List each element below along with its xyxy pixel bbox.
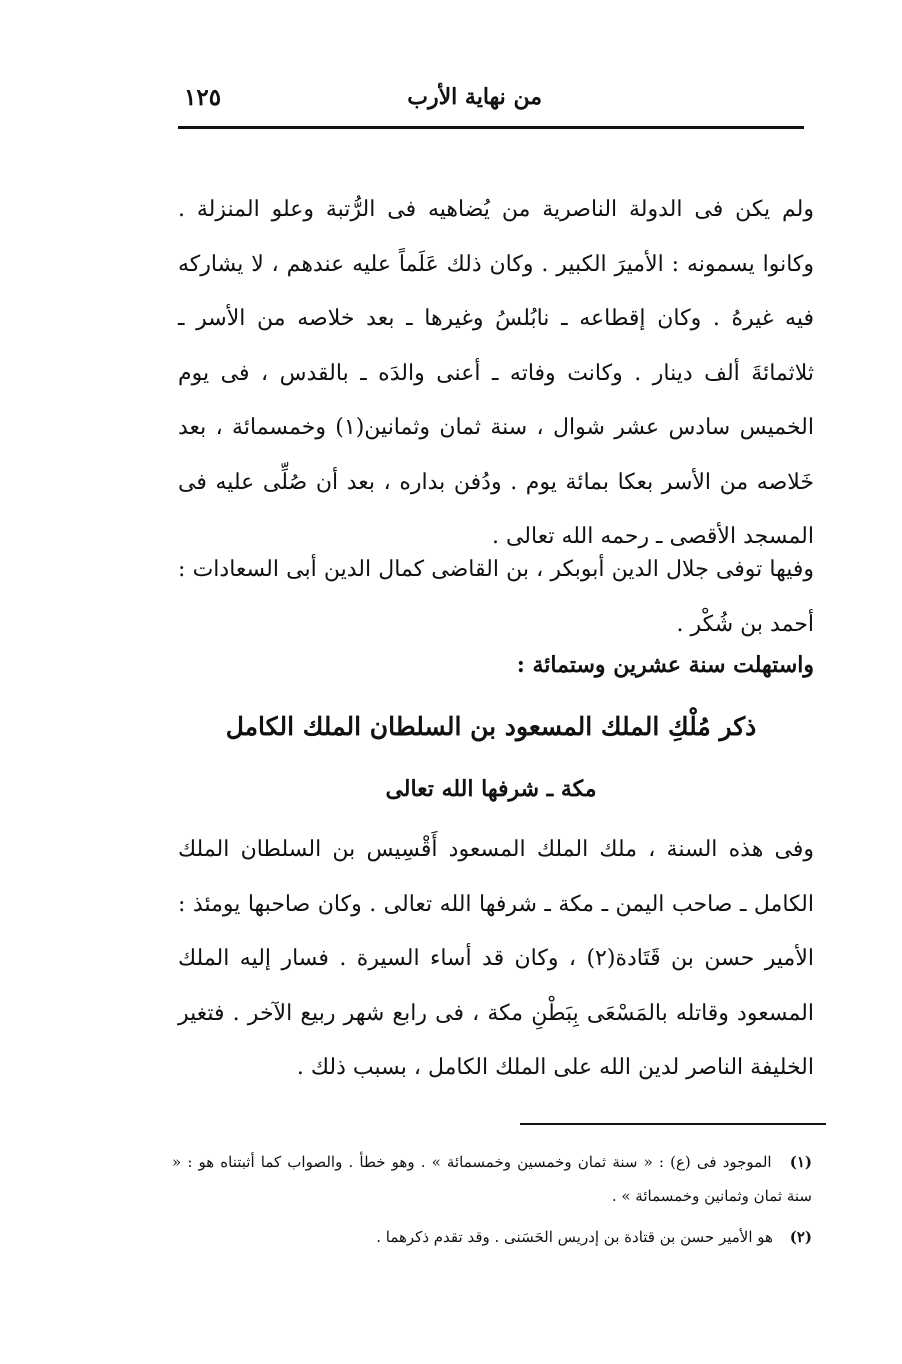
footnote-1-text: الموجود فى (ع) : « سنة ثمان وخمسين وخمسمائة » . وهو خطأ . والصواب كما أثبتناه هو : « سنة ثمان وثمانين وخمسمائة » .	[172, 1153, 812, 1205]
header-rule	[178, 126, 804, 129]
footnote-1-marker: (١)	[789, 1153, 812, 1171]
year-heading: واستهلت سنة عشرين وستمائة :	[516, 652, 814, 678]
footnote-2	[172, 1220, 812, 1254]
paragraph-2	[178, 543, 814, 652]
running-header	[178, 78, 804, 118]
paragraph-3	[178, 823, 814, 1096]
footnote-rule	[520, 1123, 826, 1125]
paragraph-1	[178, 183, 814, 565]
footnote-2-marker: (٢)	[789, 1228, 812, 1246]
paragraph-3-text: وفى هذه السنة ، ملك الملك المسعود أَقْسِيس بن السلطان الملك الكامل ـ صاحب اليمن ـ مكة ـ شرفها الله تعالى . وكان صاحبها يومئذ : الأمير حسن بن قَتَادة(٢) ، وكان قد أساء السيرة . فسار إليه الملك المسعود وقاتله بالمَسْعَى بِبَطْنِ مكة ، فى رابع شهر ربيع الآخر . فتغير الخليفة الناصر لدين الله على الملك الكامل ، بسبب ذلك .	[178, 837, 814, 1080]
running-title: من نهاية الأرب	[407, 84, 542, 110]
footnote-1	[172, 1145, 812, 1213]
paragraph-1-text: ولم يكن فى الدولة الناصرية من يُضاهيه فى الرُّتبة وعلو المنزلة . وكانوا يسمونه : الأميرَ الكبير . وكان ذلك عَلَماً عليه عندهم ، لا يشاركه فيه غيرهُ . وكان إقطاعه ـ نابُلسُ وغيرها ـ بعد خلاصه من الأسر ـ ثلاثمائةَ ألف دينار . وكانت وفاته ـ أعنى والدَه ـ بالقدس ، فى يوم الخميس سادس عشر شوال ، سنة ثمان وثمانين(١) وخمسمائة ، بعد خَلاصه من الأسر بعكا بمائة يوم . ودُفن بداره ، بعد أن صُلِّى عليه فى المسجد الأقصى ـ رحمه الله تعالى .	[178, 197, 814, 549]
footnote-2-text: هو الأمير حسن بن قتادة بن إدريس الحَسَنى . وقد تقدم ذكرهما .	[376, 1228, 773, 1246]
section-title: ذكر مُلْكِ الملك المسعود بن السلطان الملك الكامل	[225, 712, 757, 741]
page-number: ١٢٥	[184, 84, 222, 111]
paragraph-2-text: وفيها توفى جلال الدين أبوبكر ، بن القاضى كمال الدين أبى السعادات : أحمد بن شُكْر .	[178, 557, 814, 637]
section-subtitle: مكة ـ شرفها الله تعالى	[385, 776, 597, 802]
